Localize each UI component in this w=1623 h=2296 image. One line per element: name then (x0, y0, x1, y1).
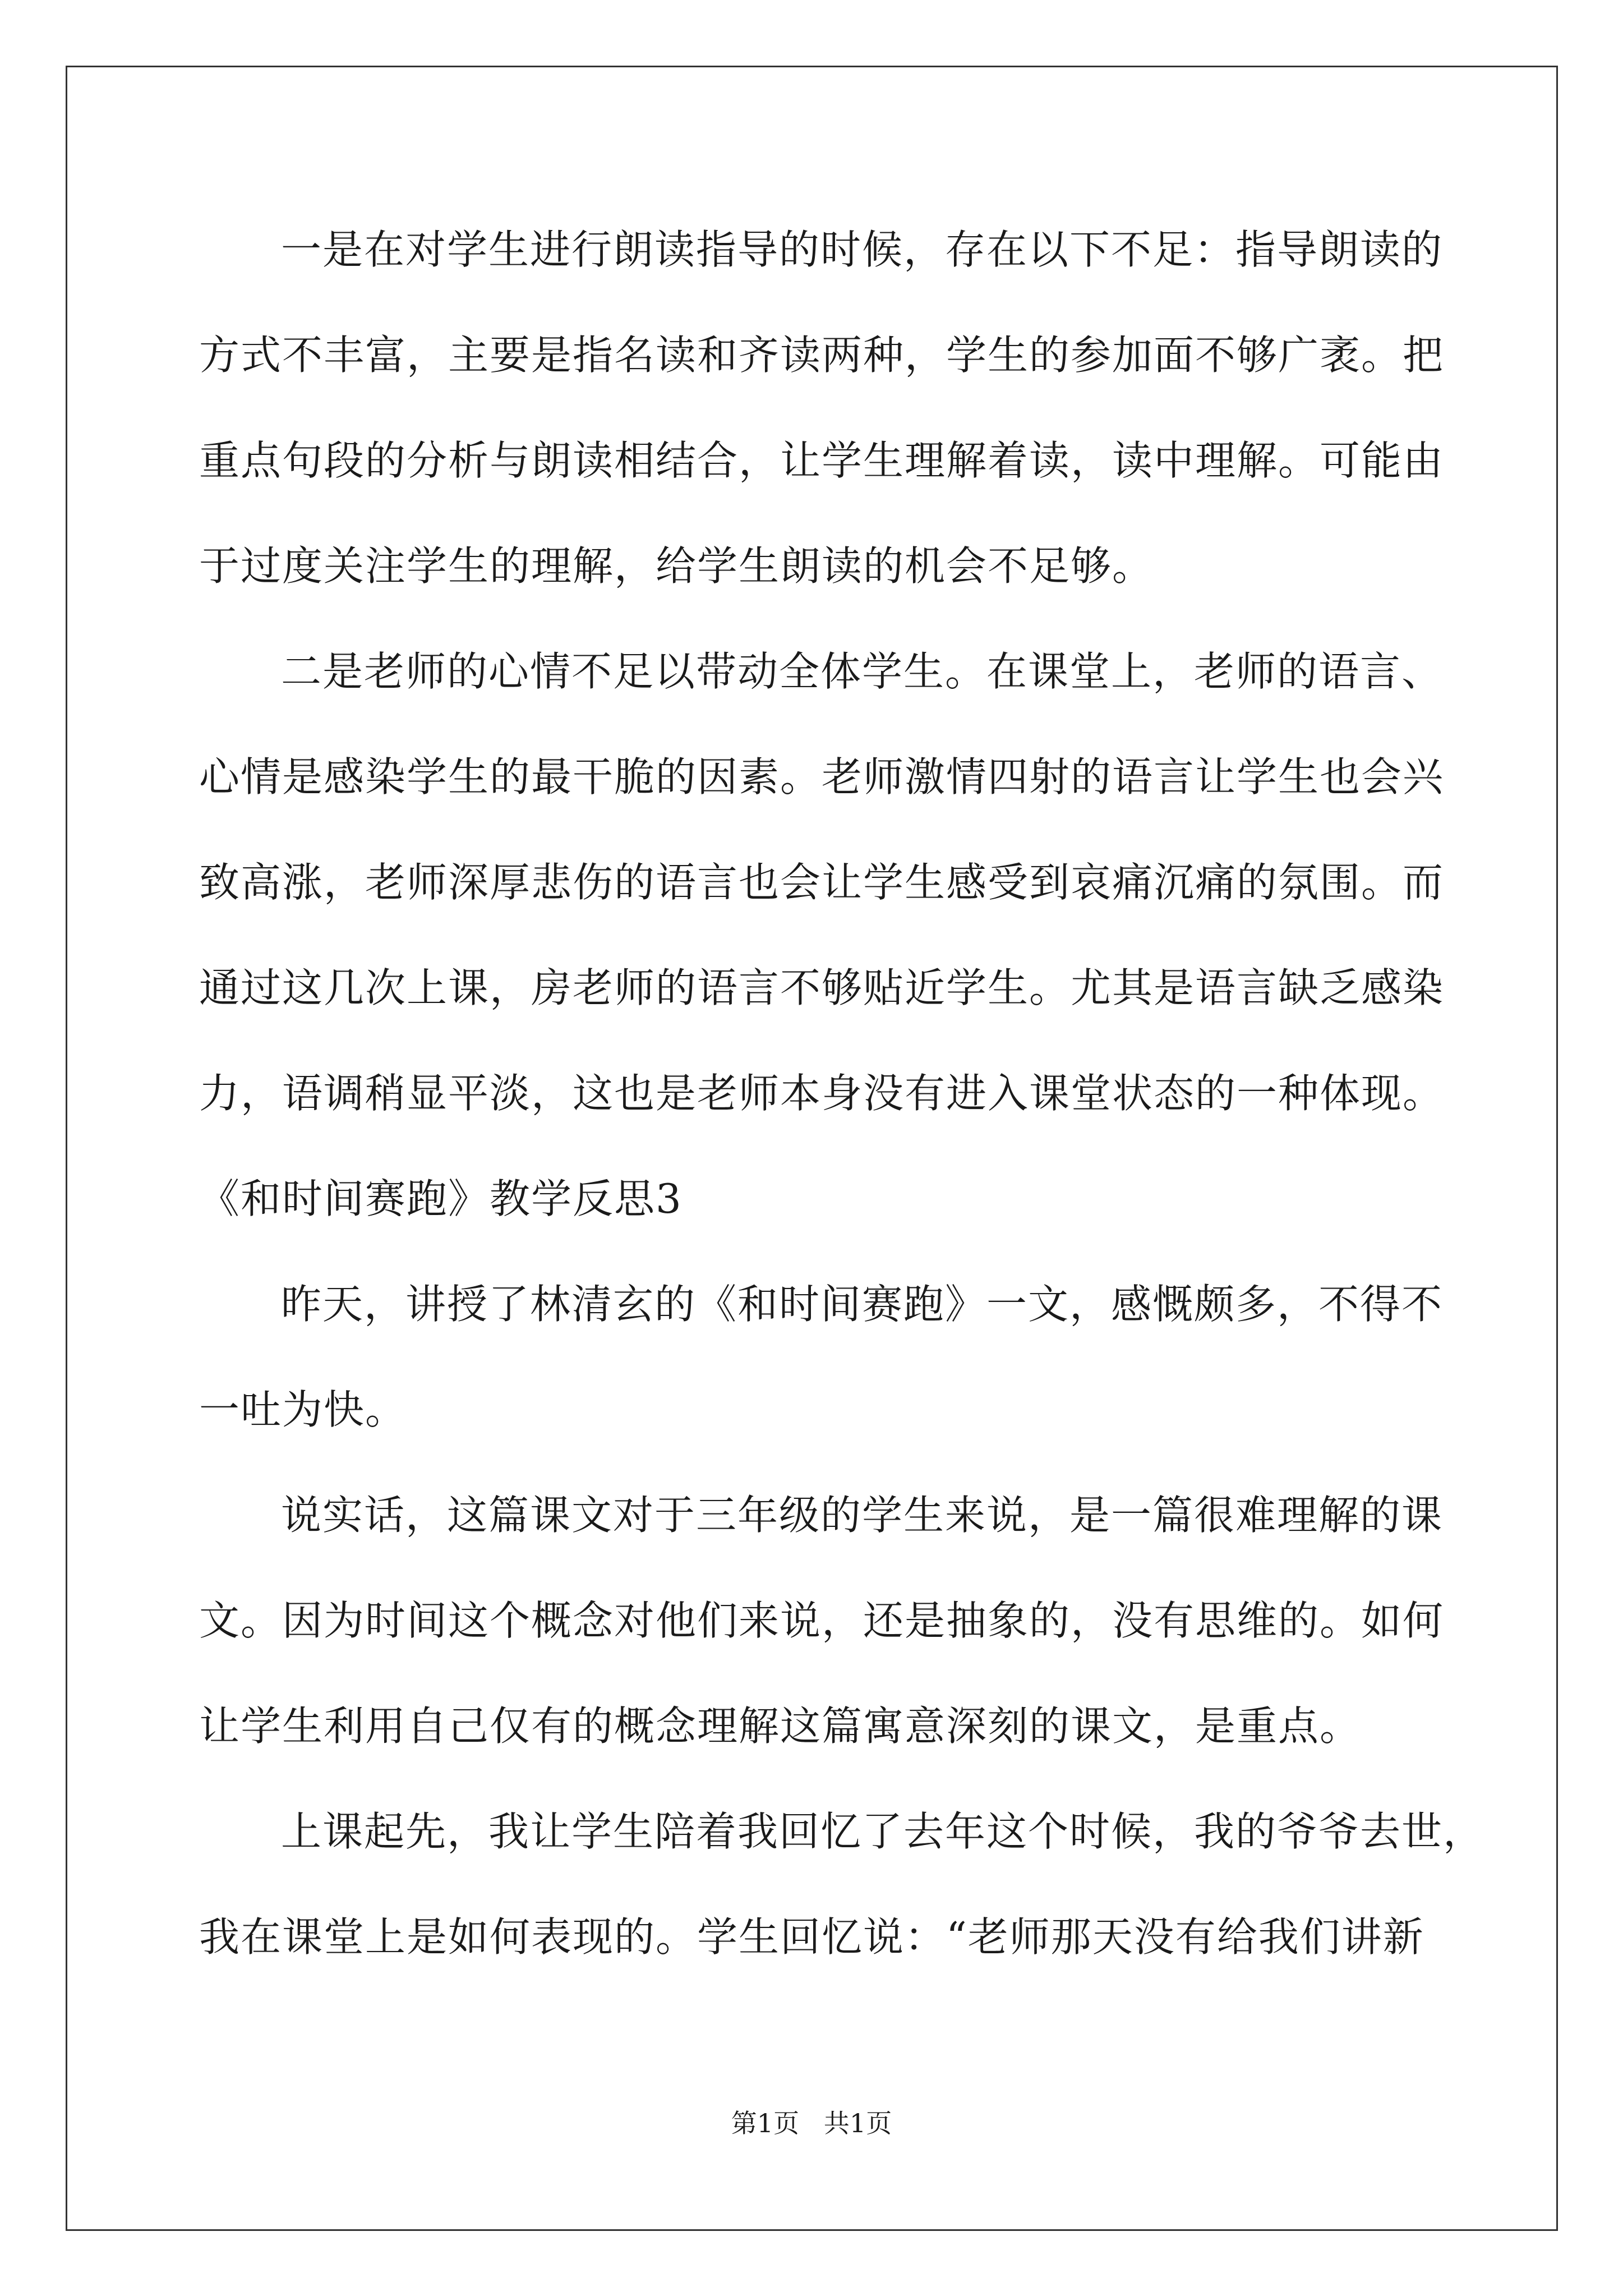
paragraph-line: 一吐为快。 (199, 1386, 407, 1433)
paragraph-line: 致高涨，老师深厚悲伤的语言也会让学生感受到哀痛沉痛的氛围。而 (199, 859, 1445, 906)
paragraph-line: 二是老师的心情不足以带动全体学生。在课堂上，老师的语言、 (281, 648, 1444, 695)
paragraph-line: 一是在对学生进行朗读指导的时候，存在以下不足：指导朗读的 (281, 226, 1444, 273)
paragraph-line: 方式不丰富，主要是指名读和齐读两种，学生的参加面不够广袤。把 (199, 332, 1445, 379)
paragraph-line: 让学生利用自己仅有的概念理解这篇寓意深刻的课文，是重点。 (199, 1703, 1362, 1750)
paragraph-line: 通过这几次上课，房老师的语言不够贴近学生。尤其是语言缺乏感染 (199, 964, 1445, 1011)
paragraph-line: 文。因为时间这个概念对他们来说，还是抽象的，没有思维的。如何 (199, 1597, 1445, 1644)
paragraph-line: 我在课堂上是如何表现的。学生回忆说：“老师那天没有给我们讲新 (199, 1913, 1424, 1961)
paragraph-line: 力，语调稍显平淡，这也是老师本身没有进入课堂状态的一种体现。 (199, 1070, 1445, 1117)
paragraph-line: 心情是感染学生的最干脆的因素。老师激情四射的语言让学生也会兴 (199, 753, 1445, 800)
section-heading: 《和时间赛跑》教学反思3 (199, 1175, 683, 1222)
document-body (199, 219, 1485, 2012)
paragraph-line: 于过度关注学生的理解，给学生朗读的机会不足够。 (199, 542, 1154, 590)
paragraph-line: 上课起先，我让学生陪着我回忆了去年这个时候，我的爷爷去世， (281, 1808, 1485, 1855)
paragraph-line: 昨天，讲授了林清玄的《和时间赛跑》一文，感慨颇多，不得不 (281, 1281, 1444, 1328)
paragraph-line: 重点句段的分析与朗读相结合，让学生理解着读，读中理解。可能由 (199, 437, 1445, 484)
paragraph-line: 说实话，这篇课文对于三年级的学生来说，是一篇很难理解的课 (281, 1492, 1444, 1539)
page-footer: 第1页 共1页 (731, 2108, 892, 2138)
